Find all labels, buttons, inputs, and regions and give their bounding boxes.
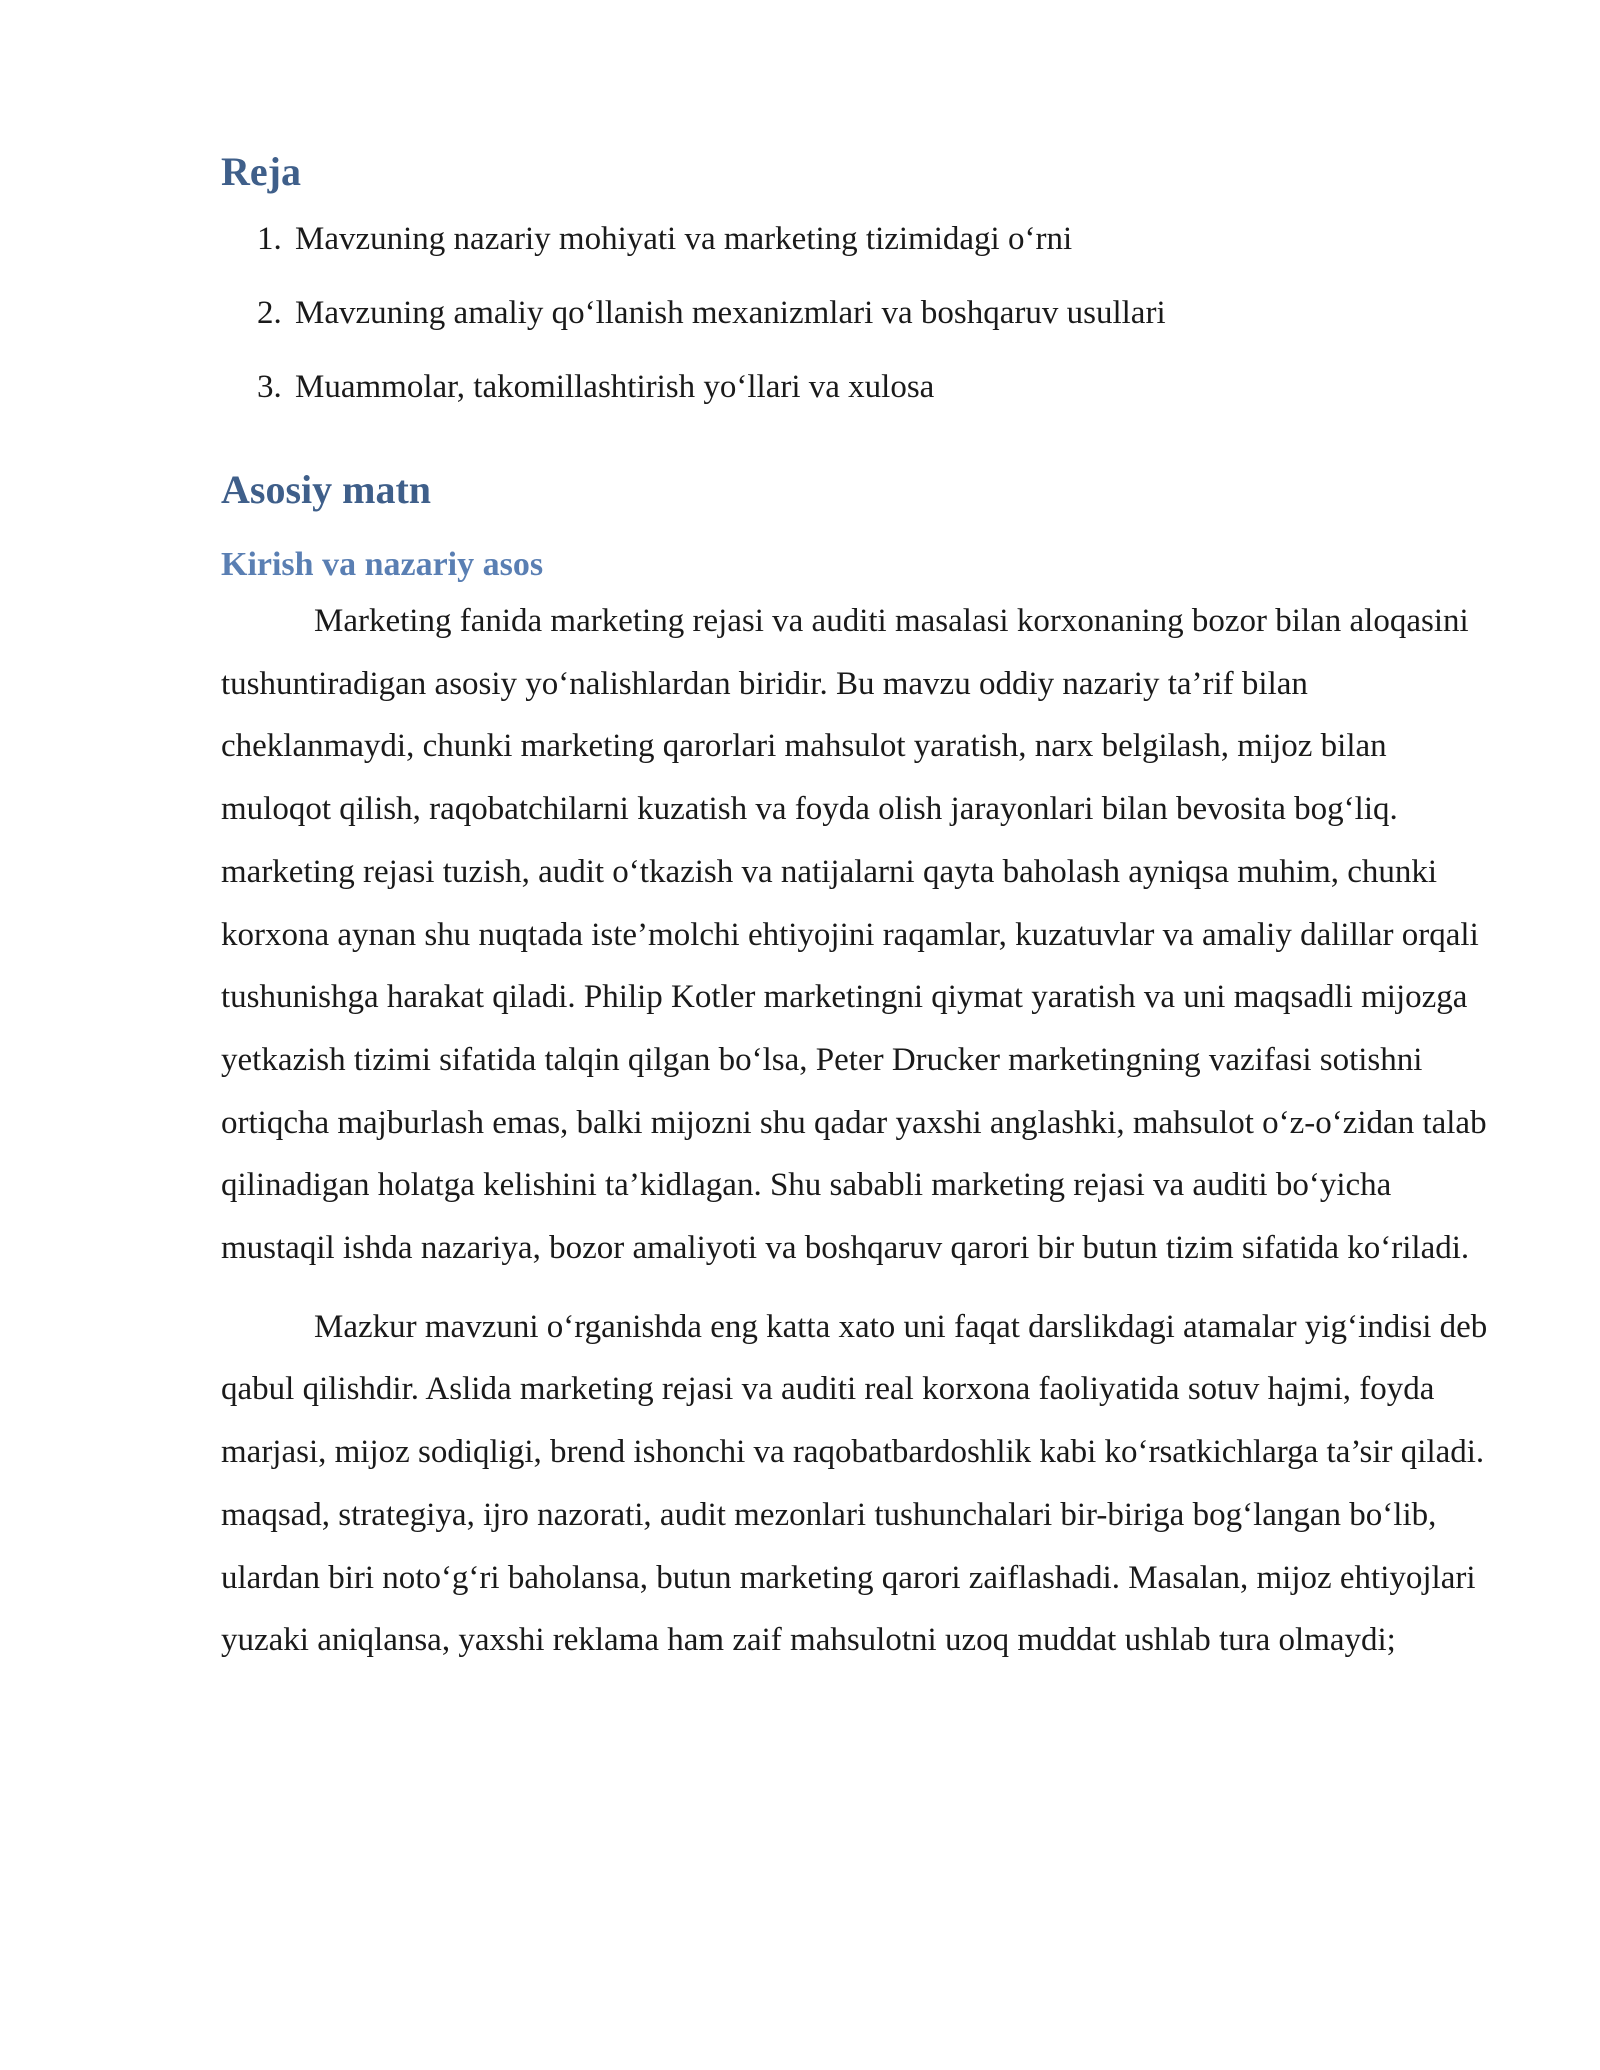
main-heading: Asosiy matn bbox=[221, 467, 432, 512]
plan-item-number: 2. bbox=[257, 295, 282, 331]
plan-heading: Reja bbox=[221, 149, 301, 194]
plan-item-number: 3. bbox=[257, 369, 282, 405]
document-content bbox=[221, 142, 1491, 1672]
plan-item-text: Mavzuning nazariy mohiyati va marketing tizimidagi o‘rni bbox=[295, 221, 1073, 257]
plan-item bbox=[221, 276, 1491, 350]
section-heading: Kirish va nazariy asos bbox=[221, 546, 544, 583]
body-paragraph: Mazkur mavzuni o‘rganishda eng katta xato uni faqat darslikdagi atamalar yig‘indisi deb qabul qilishdir. Aslida marketing rejasi va auditi real korxona faoliyatida sotuv hajmi, foyda marjasi, mijoz sodiqligi, brend ishonchi va raqobatbardoshlik kabi ko‘rsatkichlarga ta’sir qiladi. maqsad, strategiya, ijro nazorati, audit mezonlari tushunchalari bir-biriga bog‘langan bo‘lib, ulardan biri noto‘g‘ri baholansa, butun marketing qarori zaiflashadi. Masalan, mijoz ehtiyojlari yuzaki aniqlansa, yaxshi reklama ham zaif mahsulotni uzoq muddat ushlab tura olmaydi; bbox=[221, 1308, 1488, 1659]
plan-item-text: Muammolar, takomillashtirish yo‘llari va xulosa bbox=[295, 369, 935, 405]
plan-item bbox=[221, 350, 1491, 424]
plan-item-number: 1. bbox=[257, 221, 282, 257]
plan-list bbox=[221, 202, 1491, 424]
plan-item bbox=[221, 202, 1491, 276]
plan-item-text: Mavzuning amaliy qo‘llanish mexanizmlari va boshqaruv usullari bbox=[295, 295, 1166, 331]
body-paragraph: Marketing fanida marketing rejasi va auditi masalasi korxonaning bozor bilan aloqasini tushuntiradigan asosiy yo‘nalishlardan biridir. Bu mavzu oddiy nazariy ta’rif bilan cheklanmaydi, chunki marketing qarorlari mahsulot yaratish, narx belgilash, mijoz bilan muloqot qilish, raqobatchilarni kuzatish va foyda olish jarayonlari bilan bevosita bog‘liq. marketing rejasi tuzish, audit o‘tkazish va natijalarni qayta baholash ayniqsa muhim, chunki korxona aynan shu nuqtada iste’molchi ehtiyojini raqamlar, kuzatuvlar va amaliy dalillar orqali tushunishga harakat qiladi. Philip Kotler marketingni qiymat yaratish va uni maqsadli mijozga yetkazish tizimi sifatida talqin qilgan bo‘lsa, Peter Drucker marketingning vazifasi sotishni ortiqcha majburlash emas, balki mijozni shu qadar yaxshi anglashki, mahsulot o‘z-o‘zidan talab qilinadigan holatga kelishini ta’kidlagan. Shu sababli marketing rejasi va auditi bo‘yicha mustaqil ishda nazariya, bozor amaliyoti va boshqaruv qarori bir butun tizim sifatida ko‘riladi. bbox=[221, 603, 1487, 1267]
